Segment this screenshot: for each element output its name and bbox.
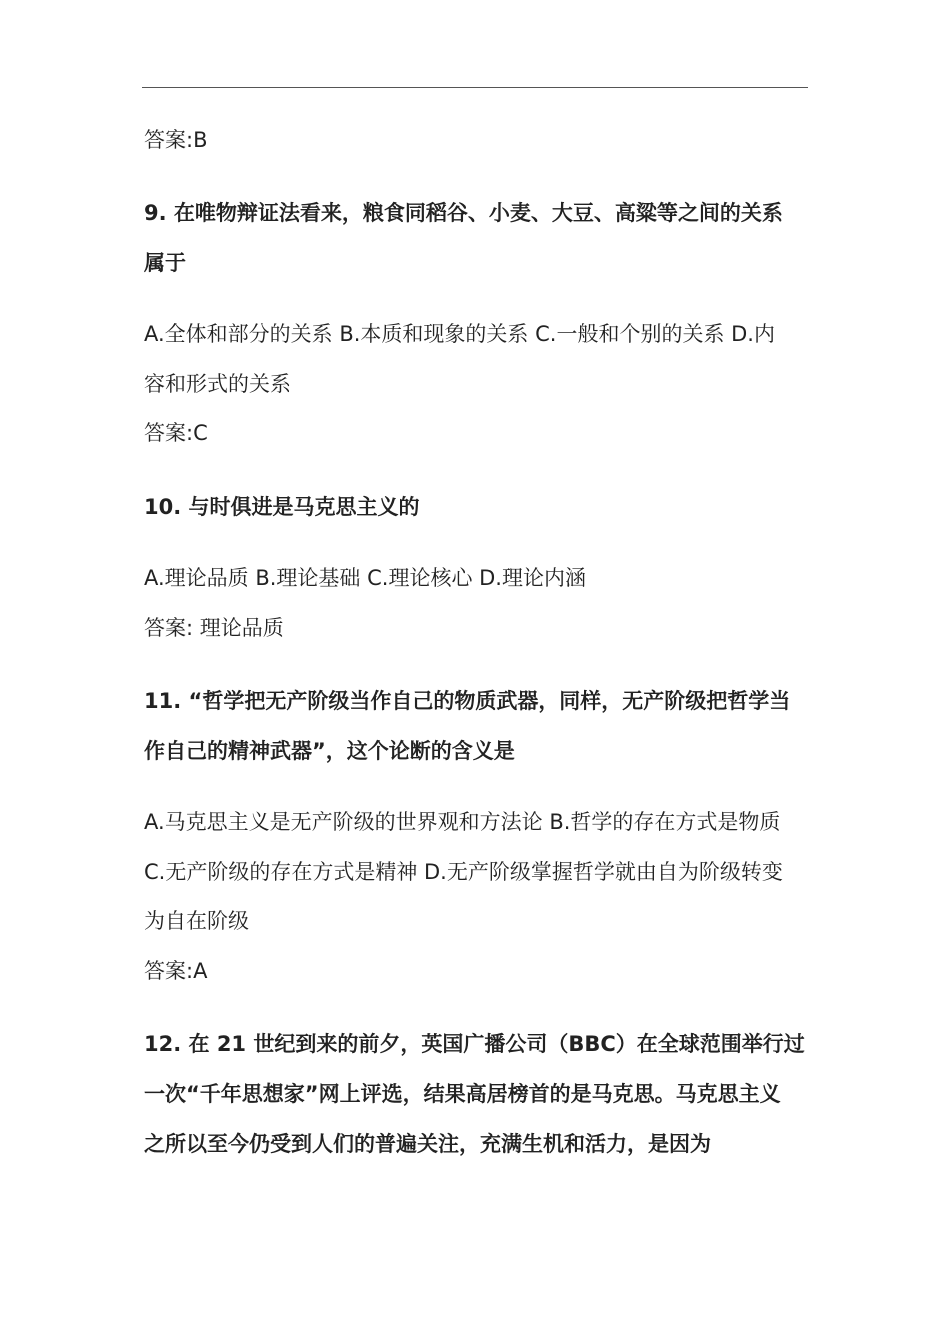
question-11-line-2: 作自己的精神武器”，这个论断的含义是 (144, 739, 515, 763)
question-10-options-line-1: A.理论品质 B.理论基础 C.理论核心 D.理论内涵 (144, 566, 586, 590)
question-11-options-line-3: 为自在阶级 (144, 909, 249, 933)
answer-8: 答案:B (144, 128, 208, 152)
question-12-line-3: 之所以至今仍受到人们的普遍关注，充满生机和活力，是因为 (144, 1132, 711, 1156)
question-12-line-2: 一次“千年思想家”网上评选，结果高居榜首的是马克思。马克思主义 (144, 1082, 781, 1106)
answer-9: 答案:C (144, 421, 208, 445)
answer-11: 答案:A (144, 959, 208, 983)
header-rule (142, 87, 808, 88)
question-9-line-1: 9. 在唯物辩证法看来，粮食同稻谷、小麦、大豆、高粱等之间的关系 (144, 201, 783, 225)
question-11-options-line-1: A.马克思主义是无产阶级的世界观和方法论 B.哲学的存在方式是物质 (144, 810, 781, 834)
question-12-line-1: 12. 在 21 世纪到来的前夕，英国广播公司（BBC）在全球范围举行过 (144, 1032, 805, 1056)
question-10-line-1: 10. 与时俱进是马克思主义的 (144, 495, 420, 519)
question-9-options-line-1: A.全体和部分的关系 B.本质和现象的关系 C.一般和个别的关系 D.内 (144, 322, 775, 346)
question-11-options-line-2: C.无产阶级的存在方式是精神 D.无产阶级掌握哲学就由自为阶级转变 (144, 860, 783, 884)
question-11-line-1: 11. “哲学把无产阶级当作自己的物质武器，同样，无产阶级把哲学当 (144, 689, 791, 713)
question-9-line-2: 属于 (144, 251, 186, 275)
answer-10: 答案: 理论品质 (144, 616, 284, 640)
question-9-options-line-2: 容和形式的关系 (144, 372, 291, 396)
